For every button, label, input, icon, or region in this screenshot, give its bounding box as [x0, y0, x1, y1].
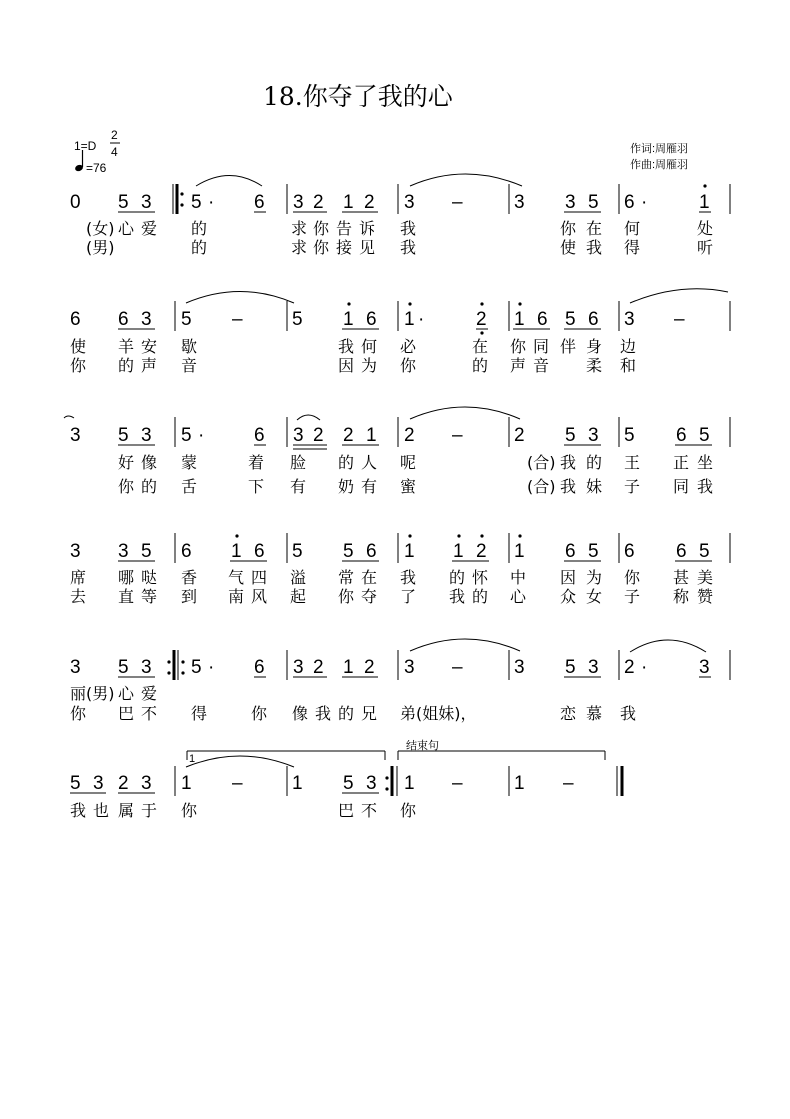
lyric: 伴 [560, 337, 577, 356]
lyric: 香 [181, 568, 198, 587]
lyric: 属 [118, 801, 135, 820]
note: 1 [404, 773, 415, 794]
note: 3 [141, 657, 152, 678]
note: 2 [364, 192, 375, 213]
note: 5 [588, 192, 599, 213]
note: 5 [118, 425, 129, 446]
note: 1 [404, 541, 415, 562]
dash: – [452, 425, 463, 446]
lyric: (合) [527, 477, 556, 496]
lyric: 王 [624, 453, 641, 472]
lyric: 称 [673, 587, 690, 606]
lyric: 哒 [141, 568, 158, 587]
lyric: 你 [400, 801, 417, 820]
lyric: 巴 [118, 704, 135, 723]
lyric: 好 [118, 453, 135, 472]
lyric: 妹 [586, 477, 603, 496]
dot: · [641, 192, 648, 213]
lyric: 安 [141, 337, 158, 356]
note: 6 [366, 541, 377, 562]
dash: – [232, 773, 243, 794]
note: 6 [366, 309, 377, 330]
note: 5 [343, 773, 354, 794]
system-5 [70, 639, 730, 723]
note: 6 [118, 309, 129, 330]
note: 3 [404, 192, 415, 213]
lyric: 音 [181, 356, 198, 375]
note: 5 [118, 192, 129, 213]
note: 2 [624, 657, 635, 678]
lyric: 不 [141, 704, 158, 723]
lyric: 你 [251, 704, 268, 723]
system-6 [70, 738, 622, 820]
dash: – [232, 309, 243, 330]
lyric: 心 [510, 587, 527, 606]
lyric: 羊 [118, 337, 135, 356]
lyric: 同 [673, 477, 690, 496]
lyric: 不 [361, 801, 378, 820]
lyric: 你 [70, 704, 87, 723]
lyric: 也 [93, 801, 110, 820]
note: 5 [181, 309, 192, 330]
note: 2 [476, 309, 487, 330]
note: 2 [476, 541, 487, 562]
note: 1 [181, 773, 192, 794]
lyric: 身 [586, 337, 603, 356]
lyric: 慕 [586, 704, 603, 723]
lyric: 舌 [181, 477, 198, 496]
lyric: 你 [118, 477, 135, 496]
lyric: 何 [361, 337, 378, 356]
lyric: 求 [291, 238, 308, 257]
lyric: 恋 [560, 704, 577, 723]
note: 6 [676, 541, 687, 562]
lyric: 在 [361, 568, 378, 587]
lyric: 歇 [181, 337, 198, 356]
note: 3 [404, 657, 415, 678]
note: 3 [565, 192, 576, 213]
volta-ending-label: 结束句 [406, 740, 439, 752]
lyric: 我 [449, 587, 466, 606]
note: 6 [588, 309, 599, 330]
time-signature-top: 2 [111, 128, 118, 142]
note: 3 [141, 192, 152, 213]
lyric: 我 [70, 801, 87, 820]
lyric: 声 [510, 356, 527, 375]
note: 3 [141, 425, 152, 446]
key-signature: 1=D [74, 139, 97, 153]
note: 2 [514, 425, 525, 446]
lyric: 去 [70, 587, 87, 606]
lyric: 了 [400, 587, 417, 606]
note: 5 [343, 541, 354, 562]
lyric: (男) [86, 684, 115, 703]
note: 1 [343, 192, 354, 213]
system-4 [70, 533, 730, 606]
note: 3 [624, 309, 635, 330]
lyric: 赞 [697, 587, 714, 606]
lyric: 溢 [290, 568, 307, 587]
lyric: 等 [141, 587, 158, 606]
lyric: 弟(姐妹)， [400, 704, 477, 723]
note: 1 [699, 192, 710, 213]
lyric: 你 [181, 801, 198, 820]
lyric: 爱 [141, 219, 158, 238]
note: 5 [624, 425, 635, 446]
note: 6 [624, 192, 635, 213]
note: 6 [254, 541, 265, 562]
lyric: 得 [624, 238, 641, 257]
lyric: 像 [292, 704, 309, 723]
volta-bracket-ending [398, 738, 605, 760]
note: 3 [70, 657, 81, 678]
dash: – [452, 192, 463, 213]
repeat-start-barline [173, 184, 184, 214]
system-2 [70, 289, 730, 375]
lyric: 的 [338, 453, 355, 472]
lyric: 的 [191, 238, 208, 257]
note: 5 [118, 657, 129, 678]
lyric: 起 [290, 587, 307, 606]
lyric: 风 [251, 587, 268, 606]
lyric: 有 [361, 477, 378, 496]
lyric: 诉 [359, 219, 376, 238]
lyric: 你 [313, 219, 330, 238]
lyric: 因 [560, 568, 577, 587]
lyric: 音 [533, 356, 550, 375]
note: 6 [254, 192, 265, 213]
lyric: 柔 [586, 356, 603, 375]
lyric: 心 [118, 219, 135, 238]
note: 5 [699, 541, 710, 562]
note: 6 [624, 541, 635, 562]
lyric: 接 [336, 238, 353, 257]
note: 3 [141, 773, 152, 794]
lyric: 像 [141, 453, 158, 472]
lyric: 坐 [697, 453, 714, 472]
lyric: 你 [400, 356, 417, 375]
note: 3 [514, 192, 525, 213]
lyric: 我 [560, 453, 577, 472]
lyric: (女) [86, 219, 115, 238]
lyric: 直 [118, 587, 135, 606]
dot: · [641, 657, 648, 678]
note: 0 [70, 192, 81, 213]
lyric: 在 [586, 219, 603, 238]
note: 6 [254, 425, 265, 446]
lyric: 我 [315, 704, 332, 723]
lyric: 呢 [400, 453, 417, 472]
note: 3 [293, 657, 304, 678]
lyric: 有 [290, 477, 307, 496]
note: 5 [699, 425, 710, 446]
lyric: 兄 [361, 704, 378, 723]
note: 3 [588, 657, 599, 678]
lyric: 哪 [118, 568, 135, 587]
lyric: 四 [251, 568, 268, 587]
note: 5 [588, 541, 599, 562]
note: 2 [343, 425, 354, 446]
lyric: 我 [586, 238, 603, 257]
note: 2 [313, 192, 324, 213]
note: 5 [181, 425, 192, 446]
lyric: 我 [697, 477, 714, 496]
note: 3 [118, 541, 129, 562]
lyric: 丽 [70, 684, 87, 703]
lyric: 同 [533, 337, 550, 356]
lyric: 夺 [361, 587, 378, 606]
lyric: 的 [118, 356, 135, 375]
note: 1 [231, 541, 242, 562]
lyric: 使 [70, 337, 87, 356]
lyric: 和 [620, 356, 637, 375]
lyric: 声 [141, 356, 158, 375]
lyric: 女 [586, 587, 603, 606]
note: 1 [514, 773, 525, 794]
dash: – [452, 773, 463, 794]
lyric: 我 [400, 568, 417, 587]
composer-credit: 作曲:周雁羽 [630, 159, 689, 171]
lyric: 爱 [141, 684, 158, 703]
lyric: 我 [400, 238, 417, 257]
note: 1 [366, 425, 377, 446]
note: 5 [191, 192, 202, 213]
note: 2 [313, 425, 324, 446]
lyric: 求 [291, 219, 308, 238]
note: 6 [537, 309, 548, 330]
system-1 [70, 174, 730, 257]
tempo-mark: =76 [86, 161, 107, 175]
song-title: 18.你夺了我的心 [263, 82, 453, 111]
lyric: 席 [70, 568, 87, 587]
lyric: 为 [361, 356, 378, 375]
lyric: 甚 [673, 568, 690, 587]
lyric: 的 [472, 356, 489, 375]
note: 6 [676, 425, 687, 446]
note: 2 [404, 425, 415, 446]
dash: – [452, 657, 463, 678]
note: 3 [293, 192, 304, 213]
note: 1 [343, 657, 354, 678]
lyric: 处 [697, 219, 714, 238]
lyric: 你 [560, 219, 577, 238]
lyric: 使 [560, 238, 577, 257]
note: 3 [293, 425, 304, 446]
system-3 [64, 407, 730, 496]
lyric: 的 [141, 477, 158, 496]
lyric: 我 [400, 219, 417, 238]
lyric: 蜜 [400, 477, 417, 496]
note: 2 [364, 657, 375, 678]
note: 1 [514, 541, 525, 562]
dash: – [674, 309, 685, 330]
note: 1 [292, 773, 303, 794]
note: 5 [565, 309, 576, 330]
lyric: 的 [449, 568, 466, 587]
lyric: 告 [336, 219, 353, 238]
note: 1 [453, 541, 464, 562]
lyric: 心 [118, 684, 135, 703]
lyric: 的 [191, 219, 208, 238]
lyric: 子 [624, 477, 641, 496]
note: 5 [292, 541, 303, 562]
lyric: 你 [338, 587, 355, 606]
lyric: 必 [400, 337, 417, 356]
note: 3 [366, 773, 377, 794]
repeat-end-start-barline [167, 650, 184, 680]
lyric: 的 [472, 587, 489, 606]
lyric: 边 [620, 337, 637, 356]
note: 1 [343, 309, 354, 330]
lyric: 因 [338, 356, 355, 375]
lyric: 在 [472, 337, 489, 356]
note: 3 [699, 657, 710, 678]
note: 5 [70, 773, 81, 794]
note: 6 [181, 541, 192, 562]
lyric: 下 [248, 477, 265, 496]
lyric: 听 [697, 238, 714, 257]
lyric: 南 [228, 587, 245, 606]
dot: · [198, 425, 205, 446]
lyric: 美 [697, 568, 714, 587]
note: 5 [565, 657, 576, 678]
note: 3 [514, 657, 525, 678]
lyric: 脸 [290, 453, 307, 472]
dot: · [418, 309, 425, 330]
lyric: 人 [361, 453, 378, 472]
note: 6 [565, 541, 576, 562]
note: 6 [70, 309, 81, 330]
lyric: 何 [624, 219, 641, 238]
lyric: 为 [586, 568, 603, 587]
note: 2 [118, 773, 129, 794]
lyric: 气 [228, 568, 245, 587]
lyric: 常 [338, 568, 355, 587]
lyric: 着 [248, 453, 265, 472]
dot: · [208, 657, 215, 678]
note: 5 [565, 425, 576, 446]
dot: · [208, 192, 215, 213]
lyric: 我 [620, 704, 637, 723]
note: 2 [313, 657, 324, 678]
lyric: 我 [338, 337, 355, 356]
lyric: 众 [560, 587, 577, 606]
lyric: 怀 [472, 568, 489, 587]
lyric: (男) [86, 238, 115, 257]
note: 3 [70, 425, 81, 446]
note: 1 [514, 309, 525, 330]
volta-1-label: 1 [189, 753, 196, 765]
lyric: 见 [359, 238, 376, 257]
lyric: 你 [313, 238, 330, 257]
lyric: 的 [586, 453, 603, 472]
note: 3 [141, 309, 152, 330]
lyric: 巴 [338, 801, 355, 820]
note: 3 [93, 773, 104, 794]
note: 1 [404, 309, 415, 330]
lyric: 得 [191, 704, 208, 723]
lyric: 到 [181, 587, 198, 606]
quarter-note-icon [74, 150, 84, 172]
lyricist-credit: 作词:周雁羽 [630, 143, 689, 155]
note: 5 [191, 657, 202, 678]
lyric: 的 [338, 704, 355, 723]
lyric: 正 [673, 453, 690, 472]
lyric: 你 [70, 356, 87, 375]
time-signature-bottom: 4 [111, 145, 118, 159]
lyric: 中 [510, 568, 527, 587]
final-barline [617, 766, 622, 796]
lyric: 子 [624, 587, 641, 606]
note: 6 [254, 657, 265, 678]
dash: – [563, 773, 574, 794]
lyric: 奶 [338, 477, 355, 496]
lyric: 蒙 [181, 453, 198, 472]
note: 5 [292, 309, 303, 330]
lyric: (合) [527, 453, 556, 472]
note: 3 [588, 425, 599, 446]
lyric: 我 [560, 477, 577, 496]
note: 5 [141, 541, 152, 562]
repeat-end-barline [385, 766, 397, 796]
lyric: 于 [141, 801, 158, 820]
lyric: 你 [510, 337, 527, 356]
note: 3 [70, 541, 81, 562]
lyric: 你 [624, 568, 641, 587]
